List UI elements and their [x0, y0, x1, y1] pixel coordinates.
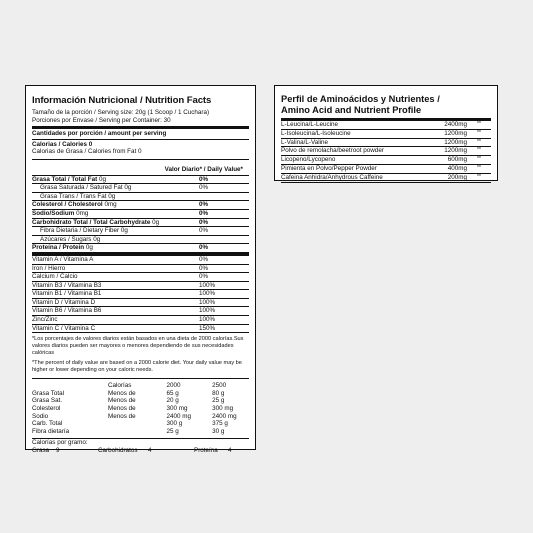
vitamin-label: Vitamin C / Vitamina C — [32, 324, 96, 332]
amino-name: Pimienta en Polvo/Pepper Powder — [281, 164, 377, 172]
nutrient-amount: 0g — [85, 244, 93, 252]
footnote-es: *Los porcentajes de valores diarios están basados en una dieta de 2000 calorías.Sus valores diarios pueden ser mayores o menores dependiendo de sus necesidades calóricas — [32, 336, 244, 357]
reference-row — [32, 397, 249, 405]
nutrient-amount: 0mg — [76, 209, 89, 217]
vitamin-percent: 100% — [199, 298, 216, 306]
nutrient-row — [32, 184, 249, 193]
nutrient-name: Grasa Total / Total Fat — [32, 175, 98, 183]
vitamin-row — [32, 256, 249, 265]
nutrient-row — [32, 227, 249, 236]
nutrient-percent: 0% — [199, 201, 209, 209]
nutrient-percent: 0% — [199, 227, 209, 235]
vitamin-label: Iron / Hierro — [32, 264, 66, 272]
amino-row — [281, 156, 491, 165]
amino-row — [281, 165, 491, 174]
reference-cell: 2500 — [212, 382, 227, 390]
reference-cell: Menos de — [107, 397, 136, 405]
vitamin-row — [32, 307, 249, 316]
amount-header: Cantidades por porción / amount per serving — [32, 130, 167, 138]
vitamin-percent: 100% — [199, 316, 216, 324]
vitamin-row — [32, 325, 249, 334]
nutrient-name: Carbohidrato Total / Total Carbohydrate — [32, 218, 151, 226]
amino-mark: ** — [477, 129, 481, 136]
protein-label: Proteína — [194, 447, 218, 454]
vitamin-row — [32, 273, 249, 282]
amino-title-1: Perfil de Aminoácidos y Nutrientes / — [281, 94, 440, 104]
amino-amount: 1200mg — [444, 129, 467, 137]
reference-cell: Carb. Total — [32, 420, 63, 428]
amino-amount: 1200mg — [444, 138, 467, 146]
reference-row — [32, 405, 249, 413]
reference-cell: Sodio — [32, 412, 49, 420]
reference-cell: 375 g — [212, 420, 228, 428]
vitamin-percent: 100% — [199, 290, 216, 298]
divider — [32, 159, 249, 160]
reference-row — [32, 382, 249, 390]
fat-label: Grasa — [32, 447, 50, 454]
nutrient-rows — [32, 176, 249, 253]
amino-row — [281, 130, 491, 139]
vitamin-row — [32, 282, 249, 291]
fat-value: 9 — [56, 447, 60, 454]
reference-cell: Menos de — [107, 412, 136, 420]
vitamin-percent: 0% — [199, 273, 209, 281]
reference-cell: 300 mg — [166, 405, 188, 413]
nutrient-amount: 0mg — [104, 201, 117, 209]
nutrient-label — [32, 210, 199, 218]
amino-profile-panel — [274, 85, 498, 181]
amino-amount: 600mg — [447, 156, 467, 164]
amino-mark: ** — [477, 138, 481, 145]
daily-reference-table — [32, 382, 249, 435]
vitamin-percent: 100% — [199, 307, 216, 315]
amino-name: L-Leucina/L-Leucine — [281, 121, 339, 128]
reference-cell: 300 g — [166, 420, 183, 428]
nutrient-name: Fibra Dietaria / Dietary Fiber — [40, 227, 120, 235]
nutrient-percent: 0% — [199, 218, 209, 226]
reference-row — [32, 420, 249, 428]
nutrient-row — [32, 210, 249, 219]
vitamin-row — [32, 290, 249, 299]
vitamin-label: Calcium / Calcio — [32, 273, 78, 281]
vitamin-rows — [32, 256, 249, 333]
vitamin-percent: 150% — [199, 324, 216, 332]
amino-amount: 2400mg — [444, 121, 467, 128]
amino-row — [281, 139, 491, 148]
amino-mark: ** — [477, 147, 481, 154]
divider — [32, 139, 249, 140]
nutrient-row — [32, 201, 249, 210]
nutrient-row — [32, 244, 249, 253]
calories-per-gram-label: Calorías por gramo: — [32, 439, 88, 447]
amino-row — [281, 121, 491, 130]
vitamin-row — [32, 265, 249, 274]
daily-value-header: Valor Diario* / Daily Value* — [164, 165, 243, 173]
footnote-en: *The percent of daily value are based on a 2000 calorie diet. Your daily value may be higher or lower depending on your caloric needs. — [32, 360, 242, 374]
vitamin-label: Vitamin A / Vitamina A — [32, 255, 94, 263]
reference-cell: 25 g — [166, 427, 179, 435]
amino-name: L-Valina/L-Valine — [281, 138, 329, 146]
reference-cell: Menos de — [107, 389, 136, 397]
amino-amount: 200mg — [447, 173, 467, 181]
nutrient-label — [32, 176, 199, 184]
carbs-value: 4 — [148, 447, 152, 454]
nutrient-name: Grasa Trans / Trans Fat — [40, 192, 107, 200]
nutrient-amount: 0g — [152, 218, 160, 226]
reference-cell: 300 mg — [212, 405, 234, 413]
nutrient-percent: 0% — [199, 175, 209, 183]
nutrient-label — [32, 236, 199, 244]
reference-cell: Grasa Sat. — [32, 397, 63, 405]
nutrient-percent: 0% — [199, 184, 209, 192]
nutrient-percent: 0% — [199, 244, 209, 252]
serving-size: Tamaño de la porción / Serving size: 20g (1 Scoop / 1 Cuchara) — [32, 109, 210, 116]
amino-mark: ** — [477, 164, 481, 171]
nutrient-row — [32, 176, 249, 185]
nutrient-label — [32, 184, 199, 192]
vitamin-percent: 0% — [199, 264, 209, 272]
nutrient-name: Colesterol / Cholesterol — [32, 201, 103, 209]
nutrient-label — [32, 244, 199, 252]
nutrient-amount: 0g — [120, 227, 128, 235]
vitamin-row — [32, 316, 249, 325]
vitamin-row — [32, 299, 249, 308]
calories-per-gram-values — [32, 447, 249, 455]
calories-from-fat: Calorias de Grasa / Calories from Fat 0 — [32, 148, 142, 156]
servings-per-container: Porciones por Envase / Serving per Container: 30 — [32, 116, 171, 124]
reference-cell: 2400 mg — [212, 412, 237, 420]
reference-cell: Fibra dietaría — [32, 427, 70, 435]
nutrient-amount: 0g — [108, 192, 116, 200]
nutrient-row — [32, 236, 249, 245]
nutrient-name: Sodio/Sodium — [32, 209, 75, 217]
nutrient-label — [32, 227, 199, 235]
amino-name: L-Isoleucina/L-Isoleucine — [281, 129, 351, 137]
nutrient-name: Azúcares / Sugars — [40, 235, 92, 243]
nutrition-facts-panel — [25, 85, 256, 454]
reference-cell — [108, 428, 167, 436]
reference-cell — [108, 420, 167, 428]
reference-row — [32, 390, 249, 398]
amino-rows — [281, 121, 491, 183]
nutrient-row — [32, 219, 249, 228]
amino-mark: ** — [477, 173, 481, 180]
reference-cell: 65 g — [166, 389, 179, 397]
reference-cell: Menos de — [107, 405, 136, 413]
reference-row — [32, 413, 249, 421]
amino-mark: ** — [477, 156, 481, 163]
nutrient-label — [32, 193, 199, 201]
amino-row — [281, 147, 491, 156]
nutrient-amount: 0g — [98, 175, 106, 183]
reference-cell: 2000 — [166, 382, 181, 390]
amino-name: Cafeina Anhidra/Anhydrous Caffeine — [281, 173, 383, 181]
vitamin-percent: 0% — [199, 255, 209, 263]
nutrient-label — [32, 201, 199, 209]
nutrient-name: Proteína / Protein — [32, 244, 85, 252]
nutrient-percent: 0% — [199, 209, 209, 217]
vitamin-percent: 100% — [199, 281, 216, 289]
nutrient-label — [32, 219, 199, 227]
vitamin-label: Vitamin B3 / Vitamina B3 — [32, 281, 102, 289]
reference-cell: 30 g — [212, 427, 225, 435]
calories: Calorias / Calories 0 — [32, 140, 93, 148]
amino-amount: 400mg — [447, 164, 467, 172]
reference-cell: Calorías — [107, 382, 132, 390]
divider — [32, 378, 249, 379]
nutrient-name: Grasa Saturada / Satured Fat — [40, 184, 123, 192]
amino-name: Licopeno/Lycopeno — [281, 156, 336, 164]
carbs-label: Carbohidratos — [98, 447, 138, 454]
reference-cell: 25 g — [212, 397, 225, 405]
amino-mark: ** — [477, 121, 481, 127]
reference-cell: Colesterol — [32, 405, 61, 413]
vitamin-label: Vitamin B1 / Vitamina B1 — [32, 290, 102, 298]
vitamin-label: Vitamin D / Vitamina D — [32, 298, 96, 306]
amino-row — [281, 174, 491, 183]
amino-amount: 1200mg — [444, 147, 467, 155]
amino-title-2: Amino Acid and Nutrient Profile — [281, 104, 422, 115]
protein-value: 4 — [228, 447, 232, 454]
nutrient-amount: 0g — [93, 235, 101, 243]
reference-cell: Grasa Total — [32, 389, 65, 397]
nutrient-amount: 0g — [124, 184, 132, 192]
reference-row — [32, 428, 249, 436]
amino-name: Polvo de remolacha/beetroot powder — [281, 147, 384, 155]
vitamin-label: Zinc/Zinc — [32, 316, 58, 324]
nutrition-title: Información Nutricional / Nutrition Facts — [32, 95, 212, 106]
vitamin-label: Vitamin B6 / Vitamina B6 — [32, 307, 102, 315]
reference-cell: 80 g — [212, 389, 225, 397]
reference-cell — [32, 382, 108, 390]
reference-cell: 20 g — [166, 397, 179, 405]
reference-cell: 2400 mg — [166, 412, 192, 420]
nutrient-row — [32, 193, 249, 202]
